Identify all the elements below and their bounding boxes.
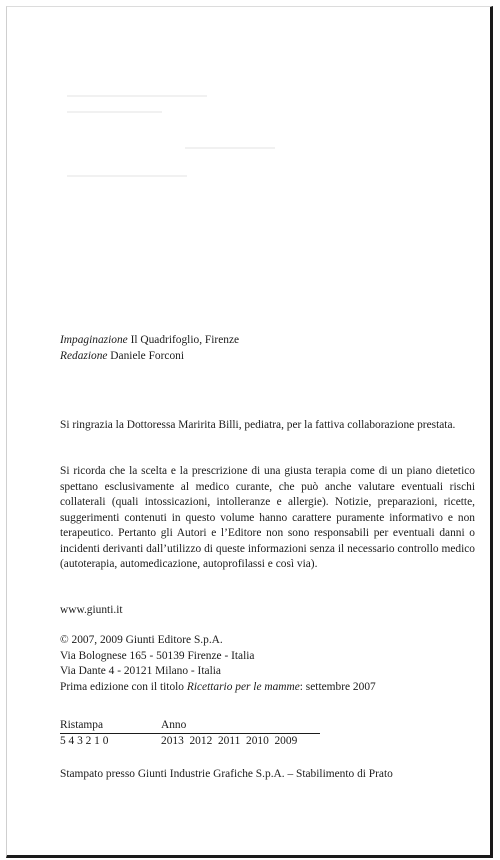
copyright-block <box>60 633 475 695</box>
florence-address: Via Bolognese 165 - 50139 Firenze - Italia <box>60 649 255 662</box>
first-edition-prefix: Prima edizione con il titolo <box>60 680 187 693</box>
editing-label: Redazione <box>60 349 108 362</box>
layout-credit <box>60 333 475 349</box>
website-link[interactable]: www.giunti.it <box>60 604 123 616</box>
editing-credit <box>60 349 475 365</box>
colophon-page <box>6 6 493 858</box>
year-numbers: 2013 2012 2011 2010 2009 <box>161 735 298 747</box>
editing-value: Daniele Forconi <box>107 349 185 362</box>
show-through-line <box>67 111 162 113</box>
print-table-values <box>60 734 320 749</box>
acknowledgement: Si ringrazia la Dottoressa Maririta Billi, pediatra, per la fattiva collaborazione prestata. <box>60 419 456 431</box>
first-edition-title: Ricettario per le mamme <box>186 680 300 693</box>
year-label: Anno <box>161 719 187 731</box>
printer-line: Stampato presso Giunti Industrie Grafiche S.p.A. – Stabilimento di Prato <box>60 768 393 780</box>
copyright-line: © 2007, 2009 Giunti Editore S.p.A. <box>60 634 223 646</box>
reprint-numbers: 5 4 3 2 1 0 <box>60 735 109 747</box>
print-table-header <box>60 718 320 734</box>
print-run-table <box>60 718 320 749</box>
medical-disclaimer <box>60 464 475 573</box>
layout-value: Il Quadrifoglio, Firenze <box>127 334 240 346</box>
show-through-line <box>67 175 187 177</box>
credits <box>60 333 475 364</box>
layout-label: Impaginazione <box>60 334 128 346</box>
milan-address: Via Dante 4 - 20121 Milano - Italia <box>60 665 221 677</box>
first-edition-suffix: : settembre 2007 <box>299 680 376 693</box>
first-edition-line <box>60 680 475 696</box>
show-through-line <box>67 95 207 97</box>
reprint-label: Ristampa <box>60 719 104 731</box>
disclaimer-text: Si ricorda che la scelta e la prescrizione di una giusta terapia come di un piano dietetico spettano esclusivamente al medico curante, che può anche valutare eventuali rischi collaterali (quali intossicazioni, intolleranze e allergie). Notizie, preparazioni, ricette, suggerimenti contenuti in questo volume hanno carattere puramente informativo e non terapeutico. Pertanto gli Autori e l’Editore non sono responsabili per eventuali danni o incidenti derivanti dall’utilizzo di queste informazioni senza il necessario controllo medico (autoterapia, automedicazione, autoprofilassi e così via). <box>60 465 475 570</box>
show-through-line <box>185 147 275 149</box>
